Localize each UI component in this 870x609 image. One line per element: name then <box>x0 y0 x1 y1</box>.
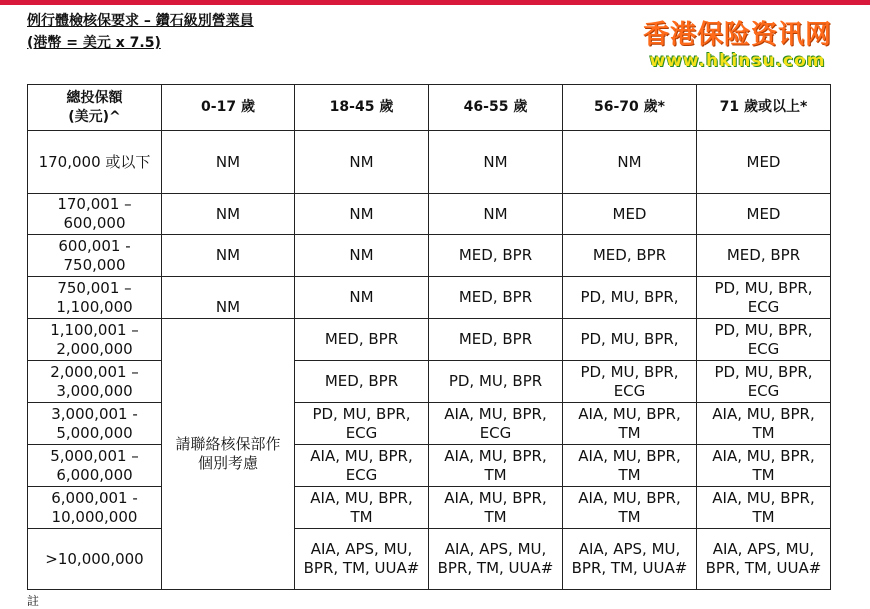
underwriting-table <box>27 84 831 590</box>
requirement-cell: AIA, MU, BPR, TM <box>295 487 429 529</box>
range-cell: >10,000,000 <box>28 529 162 590</box>
table-row <box>28 487 831 529</box>
requirement-cell: MED <box>697 194 831 235</box>
requirement-cell: AIA, MU, BPR, TM <box>697 487 831 529</box>
requirement-cell: AIA, MU, BPR, ECG <box>429 403 563 445</box>
requirement-cell: AIA, MU, BPR, TM <box>563 487 697 529</box>
requirement-cell: AIA, MU, BPR, TM <box>429 445 563 487</box>
range-cell: 5,000,001 – 6,000,000 <box>28 445 162 487</box>
requirement-cell: AIA, APS, MU, BPR, TM, UUA# <box>295 529 429 590</box>
requirement-cell: PD, MU, BPR, <box>563 277 697 319</box>
range-cell: 3,000,001 - 5,000,000 <box>28 403 162 445</box>
requirement-cell: AIA, APS, MU, BPR, TM, UUA# <box>697 529 831 590</box>
table-row <box>28 445 831 487</box>
range-cell: 750,001 – 1,100,000 <box>28 277 162 319</box>
requirement-cell: NM <box>563 131 697 194</box>
header-age-56-70: 56-70 歲* <box>563 85 697 131</box>
header-age-0-17: 0-17 歲 <box>162 85 295 131</box>
requirement-cell: NM <box>162 131 295 194</box>
requirement-cell: AIA, MU, BPR, TM <box>429 487 563 529</box>
requirement-cell: MED, BPR <box>429 235 563 277</box>
requirement-cell: NM <box>295 194 429 235</box>
range-cell: 170,001 – 600,000 <box>28 194 162 235</box>
requirement-cell: AIA, MU, BPR, TM <box>697 445 831 487</box>
requirement-cell: NM <box>162 194 295 235</box>
watermark <box>643 20 832 72</box>
requirement-cell: AIA, APS, MU, BPR, TM, UUA# <box>429 529 563 590</box>
requirement-cell: MED <box>563 194 697 235</box>
table-row <box>28 361 831 403</box>
table-row <box>28 403 831 445</box>
requirement-cell: AIA, MU, BPR, TM <box>563 403 697 445</box>
requirement-cell: MED, BPR <box>563 235 697 277</box>
requirement-cell: NM <box>429 194 563 235</box>
requirement-cell: MED, BPR <box>429 319 563 361</box>
table-row <box>28 194 831 235</box>
requirement-cell: AIA, APS, MU, BPR, TM, UUA# <box>563 529 697 590</box>
watermark-url: www.hkinsu.com <box>649 51 826 71</box>
requirement-cell: PD, MU, BPR, ECG <box>697 319 831 361</box>
requirement-cell: NM <box>162 277 295 319</box>
requirement-cell: MED <box>697 131 831 194</box>
range-cell: 600,001 - 750,000 <box>28 235 162 277</box>
requirement-cell: PD, MU, BPR, <box>563 319 697 361</box>
requirement-cell: AIA, MU, BPR, TM <box>563 445 697 487</box>
requirement-cell: NM <box>429 131 563 194</box>
contact-underwriting-cell: 請聯絡核保部作個別考慮 <box>162 319 295 590</box>
requirement-cell: NM <box>295 131 429 194</box>
table-row <box>28 277 831 319</box>
table-row <box>28 235 831 277</box>
requirement-cell: AIA, MU, BPR, TM <box>697 403 831 445</box>
requirement-cell: PD, MU, BPR, ECG <box>697 361 831 403</box>
requirement-cell: PD, MU, BPR, ECG <box>697 277 831 319</box>
requirement-cell: MED, BPR <box>697 235 831 277</box>
range-cell: 1,100,001 – 2,000,000 <box>28 319 162 361</box>
requirement-cell: PD, MU, BPR <box>429 361 563 403</box>
table-row <box>28 529 831 590</box>
requirement-cell: AIA, MU, BPR, ECG <box>295 445 429 487</box>
requirement-cell: NM <box>162 235 295 277</box>
footnote-start: 註 <box>27 594 40 608</box>
header-age-71-plus: 71 歲或以上* <box>697 85 831 131</box>
header-age-18-45: 18-45 歲 <box>295 85 429 131</box>
requirement-cell: MED, BPR <box>295 319 429 361</box>
title-line-1: 例行體檢核保要求 – 鑽石級別營業員 <box>27 13 254 29</box>
requirement-cell: MED, BPR <box>429 277 563 319</box>
table-row <box>28 131 831 194</box>
header-sum-insured: 總投保額 (美元)^ <box>28 85 162 131</box>
header-age-46-55: 46-55 歲 <box>429 85 563 131</box>
watermark-chinese: 香港保险资讯网 <box>642 20 832 50</box>
requirement-cell: PD, MU, BPR, ECG <box>295 403 429 445</box>
table-row <box>28 319 831 361</box>
requirement-cell: PD, MU, BPR, ECG <box>563 361 697 403</box>
title-line-2: (港幣 = 美元 x 7.5) <box>27 35 161 51</box>
requirement-cell: NM <box>295 235 429 277</box>
document-title <box>27 10 254 54</box>
range-cell: 2,000,001 – 3,000,000 <box>28 361 162 403</box>
range-cell: 170,000 或以下 <box>28 131 162 194</box>
requirement-cell: MED, BPR <box>295 361 429 403</box>
table-header-row <box>28 85 831 131</box>
requirement-cell: NM <box>295 277 429 319</box>
top-accent-bar <box>0 0 870 5</box>
range-cell: 6,000,001 - 10,000,000 <box>28 487 162 529</box>
